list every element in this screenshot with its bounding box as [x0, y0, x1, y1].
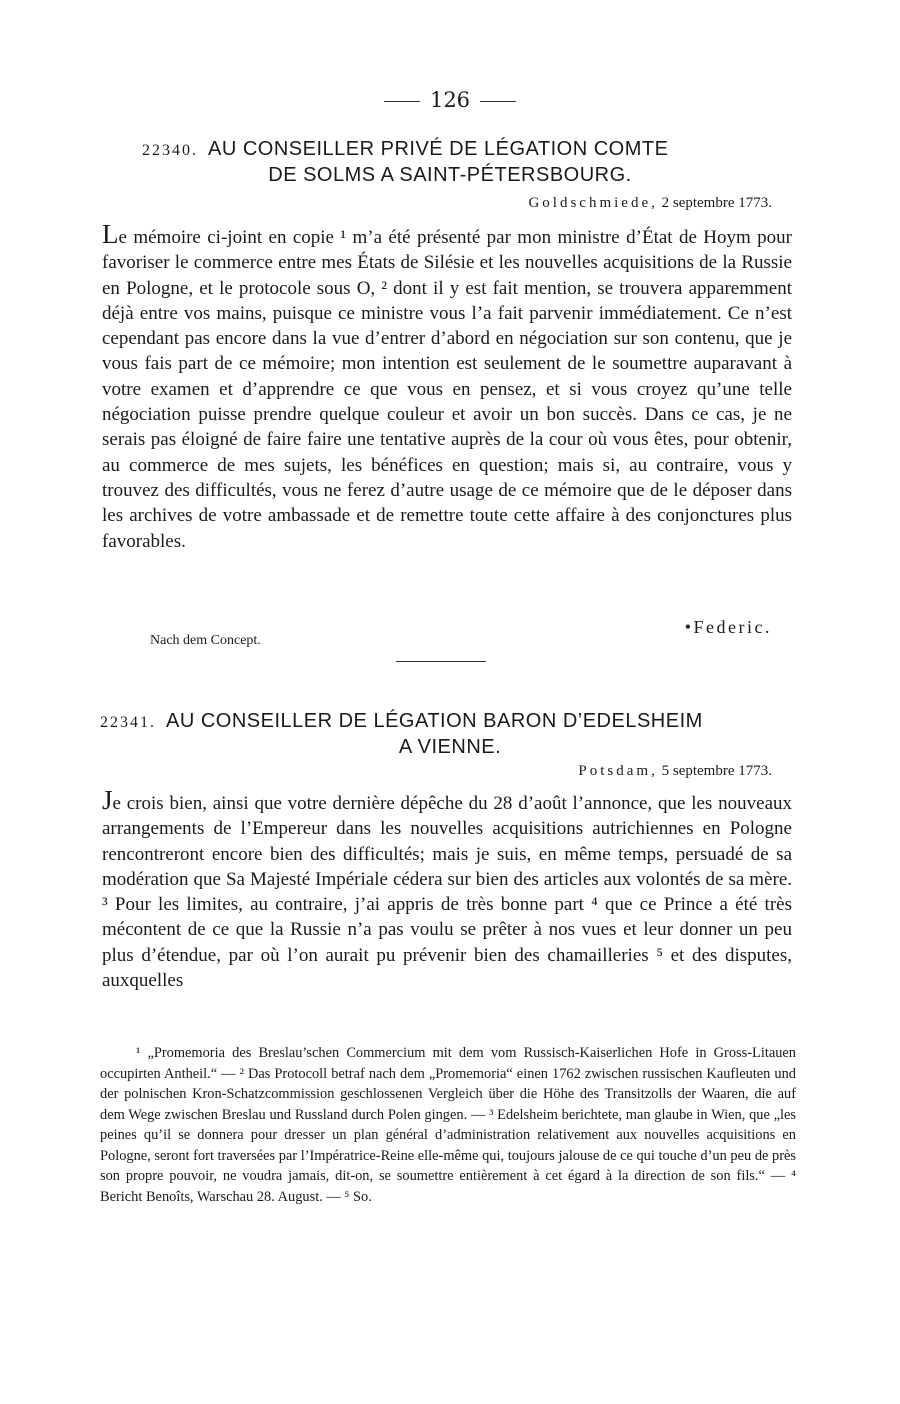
page-number-dash-right	[480, 101, 516, 102]
doc1-number: 22340.	[142, 142, 198, 159]
doc2-heading	[100, 709, 800, 759]
doc2-initial: J	[102, 785, 113, 815]
footnotes-text: ¹ „Promemoria des Breslau’schen Commercium mit dem vom Russisch-Kaiserlichen Hofe in Gross-Litauen occupirten Antheil.“ — ² Das Protocoll betraf nach dem „Promemoria“ einen 1762 zwischen russischen Kaufleuten und der polnischen Kron-Schatzcommission geschlossenen Vergleich über die Höhe des Transitzolls der Waaren, die auf dem Wege zwischen Breslau und Russland durch Polen gingen. — ³ Edelsheim berichtete, man glaube in Wien, que „les peines qu’il se donnera pour dresser un plan général d’administration relativement aux nouvelles acquisitions en Pologne, seront fort traversées par l’Impératrice-Reine elle-même qui, toujours jalouse de ce qui touche d’un peu de près son propre pouvoir, ne voudra jamais, dit-on, se soumettre entièrement à cet égard à la direction de son fils.“ — ⁴ Bericht Benoîts, Warschau 28. August. — ⁵ So.	[100, 1045, 796, 1205]
doc1-title-line1: AU CONSEILLER PRIVÉ DE LÉGATION COMTE	[208, 138, 669, 160]
page-number-dash-left	[384, 101, 420, 102]
doc2-dateline	[578, 763, 772, 780]
doc2-body	[102, 785, 792, 993]
doc1-dateline	[528, 195, 772, 212]
doc2-place: Potsdam,	[578, 763, 658, 779]
doc1-body	[102, 219, 792, 554]
doc2-title-line1: AU CONSEILLER DE LÉGATION BARON D’EDELSHEIM	[166, 710, 703, 732]
doc1-signature: •Federic.	[684, 617, 772, 637]
footnotes	[100, 1043, 796, 1207]
doc1-date: 2 septembre 1773.	[661, 195, 772, 211]
section-divider	[396, 661, 486, 662]
doc2-number: 22341.	[100, 714, 156, 731]
doc1-initial: L	[102, 219, 119, 249]
page-number: 126	[0, 88, 900, 112]
doc1-place: Goldschmiede,	[528, 195, 658, 211]
doc1-text: e mémoire ci-joint en copie ¹ m’a été présenté par mon ministre d’État de Hoym pour favoriser le commerce entre mes États de Silésie et les nouvelles acquisitions de la Russie en Pologne, et le protocole sous O, ² dont il y est fait mention, se trouvera apparemment déjà entre vos mains, puisque ce ministre vous l’a fait parvenir immédiatement. Ce n’est cependant pas encore dans la vue d’entrer d’abord en négociation sur son contenu, que je vous fais part de ce mémoire; mon intention est seulement de le soumettre auparavant à votre examen et d’apprendre ce que vous en pensez, et si vous croyez qu’une telle négociation puisse prendre quelque couleur et avoir un bon succès. Dans ce cas, je ne serais pas éloigné de faire faire une tentative auprès de la cour où vous êtes, pour obtenir, au commerce de mes sujets, les bénéfices en question; mais si, au contraire, vous y trouvez des difficultés, vous ne ferez d’autre usage de ce mémoire que de le déposer dans les archives de votre ambassade et de remettre toute cette affaire à des conjonctures plus favorables.	[102, 227, 792, 552]
doc2-title-line2: A VIENNE.	[398, 736, 502, 758]
doc2-date: 5 septembre 1773.	[661, 763, 772, 779]
doc2-text: e crois bien, ainsi que votre dernière dépêche du 28 d’août l’annonce, que les nouveaux arrangements de l’Empereur dans les nouvelles acquisitions autrichiennes en Pologne rencontreront encore bien des difficultés; mais je suis, en même temps, persuadé de sa modération que Sa Majesté Impériale cédera sur bien des articles aux volontés de sa mère. ³ Pour les limites, au contraire, j’ai appris de très bonne part ⁴ que ce Prince a été très mécontent de ce que la Russie n’a pas voulu se prêter à nos vues et leur donner un peu plus d’étendue, par où l’on aurait pu prévenir bien des chamailleries ⁵ et des disputes, auxquelles	[102, 793, 792, 992]
doc1-title-line2: DE SOLMS A SAINT-PÉTERSBOURG.	[268, 164, 632, 186]
doc1-heading	[100, 137, 800, 187]
doc1-source-note: Nach dem Concept.	[150, 633, 261, 648]
